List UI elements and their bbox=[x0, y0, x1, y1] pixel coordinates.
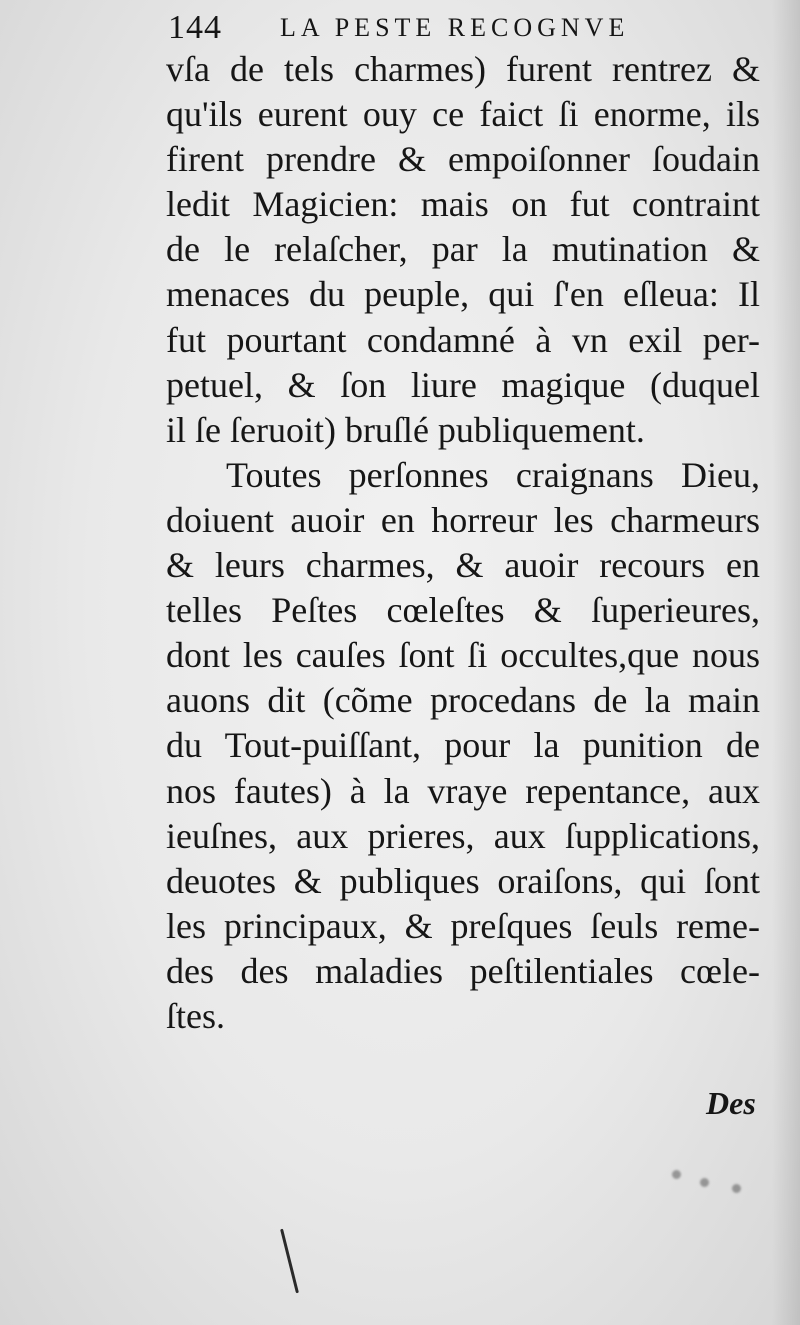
ink-speck bbox=[732, 1184, 741, 1193]
text-line-paragraph-start: Toutes perſonnes craignans Dieu, bbox=[226, 454, 760, 495]
text-line: petuel, & ſon liure magique (duquel bbox=[166, 364, 760, 405]
text-line: & leurs charmes, & auoir recours en bbox=[166, 545, 760, 586]
text-line: telles Peſtes cœleſtes & ſuperieures, bbox=[166, 590, 760, 631]
text-line: auons dit (cõme procedans de la main bbox=[166, 680, 760, 721]
running-head: LA PESTE RECOGNVE bbox=[280, 13, 630, 42]
text-line: de le relaſcher, par la mutination & bbox=[166, 229, 760, 270]
body-text bbox=[166, 47, 760, 1039]
ink-speck bbox=[672, 1170, 681, 1179]
page-header bbox=[168, 8, 688, 52]
text-line: firent prendre & empoiſonner ſoudain bbox=[166, 139, 760, 180]
text-line: ieuſnes, aux prieres, aux ſupplications, bbox=[166, 815, 760, 856]
text-line: ledit Magicien: mais on fut contraint bbox=[166, 184, 760, 225]
text-line: qu'ils eurent ouy ce faict ſi enorme, ils bbox=[166, 94, 760, 135]
ink-speck bbox=[700, 1178, 709, 1187]
text-line: des des maladies peſtilentiales cœle- bbox=[166, 950, 760, 991]
ink-scratch-mark bbox=[280, 1229, 299, 1294]
catchword: Des bbox=[706, 1085, 756, 1121]
text-line: fut pourtant condamné à vn exil per- bbox=[166, 319, 760, 360]
text-line: doiuent auoir en horreur les charmeurs bbox=[166, 499, 760, 540]
text-line: vſa de tels charmes) furent rentrez & bbox=[166, 49, 760, 89]
text-line: les principaux, & preſques ſeuls reme- bbox=[166, 905, 760, 946]
text-line: menaces du peuple, qui ſ'en eſleua: Il bbox=[166, 274, 760, 315]
text-line: nos fautes) à la vraye repentance, aux bbox=[166, 770, 760, 811]
text-line: ſtes. bbox=[166, 995, 225, 1036]
text-line: du Tout-puiſſant, pour la punition de bbox=[166, 725, 760, 766]
text-line: deuotes & publiques oraiſons, qui ſont bbox=[166, 860, 760, 901]
page-edge-shadow bbox=[772, 0, 800, 1325]
text-line: il ſe ſeruoit) bruſlé publiquement. bbox=[166, 409, 645, 450]
page-number: 144 bbox=[168, 9, 222, 46]
text-line: dont les cauſes ſont ſi occultes,que nous bbox=[166, 635, 760, 676]
